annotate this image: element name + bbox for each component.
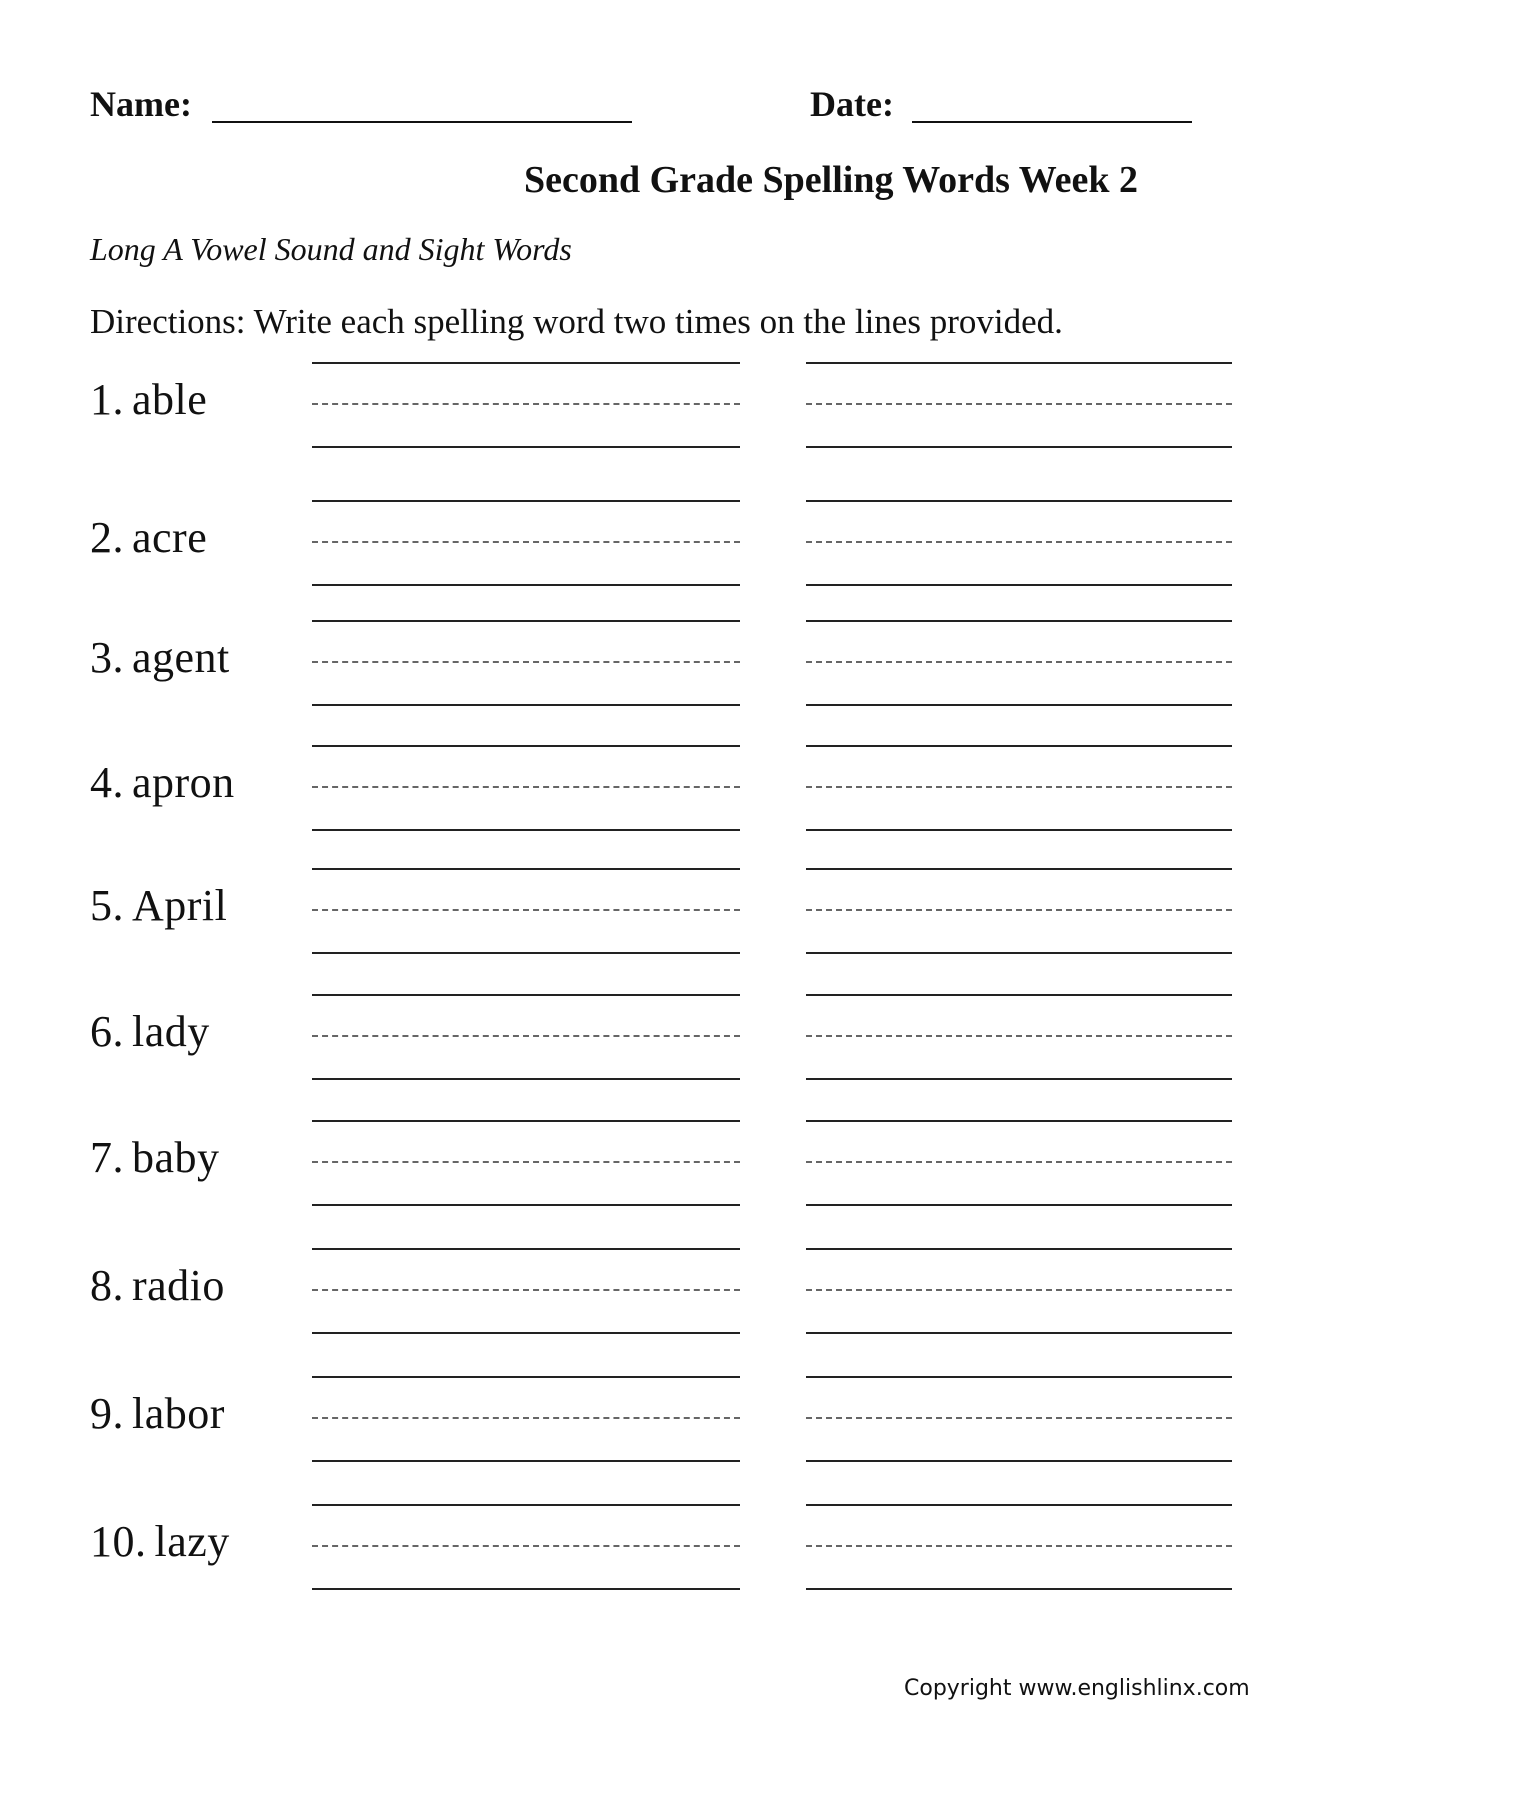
writing-baseline-word8-col2[interactable]	[806, 1332, 1232, 1334]
word-text: lady	[132, 1007, 210, 1056]
date-field-line[interactable]	[912, 121, 1192, 123]
writing-top-line-word6-col2	[806, 994, 1232, 996]
word-text: agent	[132, 633, 230, 682]
writing-baseline-word1-col1[interactable]	[312, 446, 740, 448]
writing-top-line-word2-col1	[312, 500, 740, 502]
writing-midline-word2-col2	[806, 541, 1232, 543]
worksheet-title: Second Grade Spelling Words Week 2	[523, 159, 1139, 201]
writing-midline-word10-col1	[312, 1545, 740, 1547]
directions-text: Directions: Write each spelling word two times on the lines provided.	[90, 302, 1063, 341]
writing-top-line-word6-col1	[312, 994, 740, 996]
word-number: 8.	[90, 1261, 124, 1310]
word-number: 6.	[90, 1007, 124, 1056]
writing-top-line-word10-col1	[312, 1504, 740, 1506]
writing-baseline-word4-col1[interactable]	[312, 829, 740, 831]
writing-midline-word4-col1	[312, 786, 740, 788]
spelling-word-7	[90, 1130, 220, 1186]
word-text: April	[132, 881, 228, 930]
writing-top-line-word3-col1	[312, 620, 740, 622]
word-number: 7.	[90, 1133, 124, 1182]
word-number: 1.	[90, 375, 124, 424]
name-label: Name:	[90, 84, 192, 124]
spelling-word-5	[90, 878, 227, 934]
writing-baseline-word9-col2[interactable]	[806, 1460, 1232, 1462]
writing-top-line-word7-col1	[312, 1120, 740, 1122]
word-text: able	[132, 375, 208, 424]
writing-midline-word1-col1	[312, 403, 740, 405]
word-text: lazy	[154, 1517, 230, 1566]
writing-baseline-word7-col1[interactable]	[312, 1204, 740, 1206]
writing-midline-word8-col2	[806, 1289, 1232, 1291]
writing-midline-word3-col1	[312, 661, 740, 663]
writing-top-line-word1-col2	[806, 362, 1232, 364]
writing-baseline-word6-col1[interactable]	[312, 1078, 740, 1080]
word-text: acre	[132, 513, 208, 562]
spelling-word-10	[90, 1514, 230, 1570]
writing-baseline-word5-col1[interactable]	[312, 952, 740, 954]
spelling-word-6	[90, 1004, 210, 1060]
spelling-word-4	[90, 755, 235, 811]
writing-top-line-word10-col2	[806, 1504, 1232, 1506]
writing-baseline-word9-col1[interactable]	[312, 1460, 740, 1462]
writing-baseline-word8-col1[interactable]	[312, 1332, 740, 1334]
word-number: 9.	[90, 1389, 124, 1438]
writing-baseline-word4-col2[interactable]	[806, 829, 1232, 831]
writing-midline-word6-col1	[312, 1035, 740, 1037]
word-text: radio	[132, 1261, 225, 1310]
writing-baseline-word3-col2[interactable]	[806, 704, 1232, 706]
worksheet-subtitle: Long A Vowel Sound and Sight Words	[90, 231, 572, 267]
writing-midline-word9-col1	[312, 1417, 740, 1419]
word-number: 4.	[90, 758, 124, 807]
writing-midline-word7-col2	[806, 1161, 1232, 1163]
writing-midline-word8-col1	[312, 1289, 740, 1291]
writing-midline-word3-col2	[806, 661, 1232, 663]
word-number: 3.	[90, 633, 124, 682]
writing-top-line-word5-col2	[806, 868, 1232, 870]
writing-top-line-word9-col2	[806, 1376, 1232, 1378]
spelling-word-8	[90, 1258, 225, 1314]
word-text: apron	[132, 758, 235, 807]
writing-baseline-word6-col2[interactable]	[806, 1078, 1232, 1080]
date-label: Date:	[810, 84, 894, 124]
writing-midline-word2-col1	[312, 541, 740, 543]
writing-midline-word7-col1	[312, 1161, 740, 1163]
writing-top-line-word8-col2	[806, 1248, 1232, 1250]
writing-midline-word10-col2	[806, 1545, 1232, 1547]
writing-top-line-word5-col1	[312, 868, 740, 870]
writing-top-line-word4-col1	[312, 745, 740, 747]
word-text: baby	[132, 1133, 220, 1182]
writing-midline-word6-col2	[806, 1035, 1232, 1037]
spelling-word-1	[90, 372, 207, 428]
writing-midline-word1-col2	[806, 403, 1232, 405]
writing-midline-word5-col2	[806, 909, 1232, 911]
spelling-word-9	[90, 1386, 225, 1442]
writing-baseline-word2-col1[interactable]	[312, 584, 740, 586]
writing-midline-word4-col2	[806, 786, 1232, 788]
word-number: 2.	[90, 513, 124, 562]
writing-baseline-word5-col2[interactable]	[806, 952, 1232, 954]
writing-baseline-word10-col1[interactable]	[312, 1588, 740, 1590]
word-number: 5.	[90, 881, 124, 930]
spelling-word-2	[90, 510, 207, 566]
name-field-line[interactable]	[212, 121, 632, 123]
copyright-notice: Copyright www.englishlinx.com	[904, 1676, 1250, 1701]
writing-baseline-word2-col2[interactable]	[806, 584, 1232, 586]
writing-top-line-word8-col1	[312, 1248, 740, 1250]
writing-top-line-word3-col2	[806, 620, 1232, 622]
writing-baseline-word7-col2[interactable]	[806, 1204, 1232, 1206]
writing-baseline-word10-col2[interactable]	[806, 1588, 1232, 1590]
writing-top-line-word7-col2	[806, 1120, 1232, 1122]
word-text: labor	[132, 1389, 225, 1438]
writing-top-line-word4-col2	[806, 745, 1232, 747]
writing-baseline-word1-col2[interactable]	[806, 446, 1232, 448]
writing-midline-word9-col2	[806, 1417, 1232, 1419]
writing-baseline-word3-col1[interactable]	[312, 704, 740, 706]
spelling-word-3	[90, 630, 230, 686]
writing-midline-word5-col1	[312, 909, 740, 911]
word-number: 10.	[90, 1517, 147, 1566]
writing-top-line-word1-col1	[312, 362, 740, 364]
writing-top-line-word9-col1	[312, 1376, 740, 1378]
writing-top-line-word2-col2	[806, 500, 1232, 502]
